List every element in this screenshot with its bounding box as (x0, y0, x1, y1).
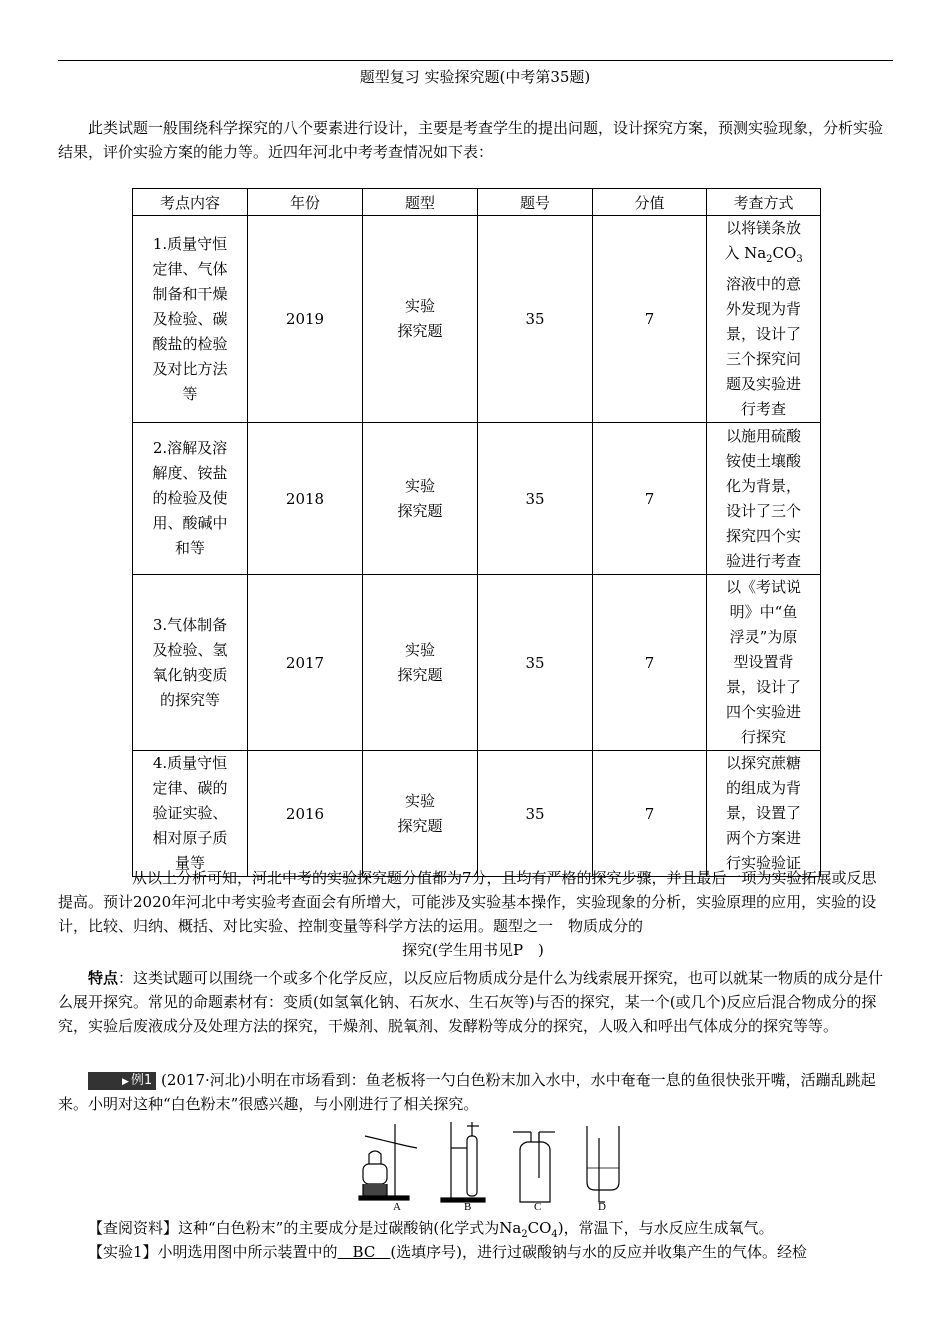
answer-blank: BC (337, 1243, 391, 1261)
experiment1-paragraph: 【实验1】小明选用图中所示装置中的 BC (选填序号)，进行过碳酸钠与水的反应并收集产生的气体。经检 (88, 1243, 808, 1261)
table-row (133, 575, 821, 751)
apparatus-b (441, 1122, 485, 1202)
apparatus-label: A (393, 1201, 401, 1213)
cell-number: 35 (478, 751, 593, 877)
cell-score: 7 (593, 751, 707, 877)
intro-paragraph: 此类试题一般围绕科学探究的八个要素进行设计，主要是考查学生的提出问题，设计探究方案，预测实验现象，分析实验结果，评价实验方案的能力等。近四年河北中考考查情况如下表： (58, 119, 884, 161)
cell-type: 实验 探究题 (363, 575, 478, 751)
cell-year: 2016 (248, 751, 363, 877)
cell-number: 35 (478, 575, 593, 751)
cell-type: 实验 探究题 (363, 751, 478, 877)
col-header: 考查方式 (707, 189, 821, 216)
col-header: 考点内容 (133, 189, 248, 216)
lookup-paragraph: 【查阅资料】这种“白色粉末”的主要成分是过碳酸钠(化学式为$Na_2CO_4$)，常温下，与水反应生成氧气。 (88, 1219, 774, 1240)
table-row (133, 216, 821, 423)
header-rule (58, 60, 893, 61)
col-header: 分值 (593, 189, 707, 216)
apparatus-a (359, 1124, 417, 1200)
col-header: 题型 (363, 189, 478, 216)
table-row (133, 423, 821, 575)
table-header-row (133, 189, 821, 216)
cell-score: 7 (593, 216, 707, 423)
table-row (133, 751, 821, 877)
exam-table (132, 188, 821, 877)
apparatus-figure (355, 1118, 625, 1214)
cell-score: 7 (593, 575, 707, 751)
cell-type: 实验 探究题 (363, 423, 478, 575)
apparatus-label: B (464, 1201, 472, 1213)
apparatus-d (587, 1126, 619, 1202)
cell-method: 以将镁条放入 $Na_2CO_3$ 溶液中的意外发现为背景，设计了三个探究问题及实验进行考查 (707, 216, 821, 423)
col-header: 年份 (248, 189, 363, 216)
analysis-paragraph: 从以上分析可知，河北中考的实验探究题分值都为7分，且均有严格的探究步骤，并且最后一项为实验拓展或反思提高。预计2020年河北中考实验考查面会有所增大，可能涉及实验基本操作，实验现象的分析，实验原理的应用，实验的设计，比较、归纳、概括、对比实验、控制变量等科学方法的运用。题型之一 物质成分的 探究(学生用书见P ) (58, 869, 877, 959)
cell-year: 2019 (248, 216, 363, 423)
apparatus-label: C (534, 1201, 542, 1213)
page-header: 题型复习 实验探究题(中考第35题) (359, 68, 591, 86)
cell-number: 35 (478, 423, 593, 575)
col-header: 题号 (478, 189, 593, 216)
cell-number: 35 (478, 216, 593, 423)
cell-content: 4.质量守恒定律、碳的验证实验、相对原子质量等 (133, 751, 248, 877)
cell-type: 实验 探究题 (363, 216, 478, 423)
example-badge: ▶ 例1 (88, 1072, 156, 1090)
cell-year: 2017 (248, 575, 363, 751)
cell-method: 以施用硫酸铵使土壤酸化为背景，设计了三个探究四个实验进行考查 (707, 423, 821, 575)
cell-method: 以探究蔗糖的组成为背景，设置了两个方案进行实验验证 (707, 751, 821, 877)
apparatus-c (513, 1132, 555, 1202)
cell-content: 2.溶解及溶解度、铵盐的检验及使用、酸碱中和等 (133, 423, 248, 575)
apparatus-label: D (598, 1201, 606, 1213)
cell-score: 7 (593, 423, 707, 575)
cell-content: 1.质量守恒定律、气体制备和干燥及检验、碳酸盐的检验及对比方法等 (133, 216, 248, 423)
feature-paragraph: 特点：这类试题可以围绕一个或多个化学反应，以反应后物质成分是什么为线索展开探究，也可以就某一物质的成分是什么展开探究。常见的命题素材有：变质(如氢氧化钠、石灰水、生石灰等)与否的探究，某一个(或几个)反应后混合物成分的探究，实验后废液成分及处理方法的探究，干燥剂、脱氧剂、发酵粉等成分的探究，人吸入和呼出气体成分的探究等等。 (58, 969, 884, 1035)
cell-content: 3.气体制备及检验、氢氧化钠变质的探究等 (133, 575, 248, 751)
cell-method: 以《考试说明》中“鱼浮灵”为原型设置背景，设计了四个实验进行探究 (707, 575, 821, 751)
example-paragraph: ▶ 例1 (2017·河北)小明在市场看到：鱼老板将一勺白色粉末加入水中，水中奄奄一息的鱼很快张开嘴，活蹦乱跳起来。小明对这种“白色粉末”很感兴趣，与小刚进行了相关探究。 (58, 1071, 876, 1113)
cell-year: 2018 (248, 423, 363, 575)
